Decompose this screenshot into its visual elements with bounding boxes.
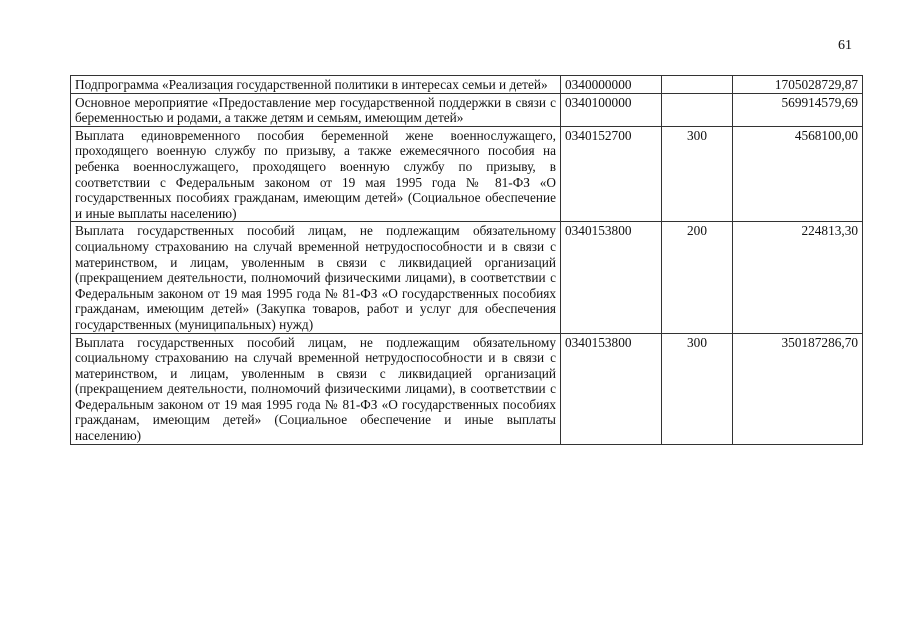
- row-amount: 4568100,00: [733, 126, 863, 222]
- row-expense-type: [662, 76, 733, 94]
- row-target-code: 0340100000: [561, 93, 662, 126]
- row-expense-type: 300: [662, 126, 733, 222]
- page-number: 61: [838, 38, 852, 53]
- row-description: Выплата государственных пособий лицам, не подлежащим обязательному социальному страхованию на случай временной нетрудоспособности и в связи с материнством, и лицам, уволенным в связи с ликвидацией организаций (прекращением деятельности, полномочий физическими лицами), в соответствии с Федеральным законом от 19 мая 1995 года № 81-ФЗ «О государственных пособиях гражданам, имеющим детей» (Закупка товаров, работ и услуг для обеспечения государственных (муниципальных) нужд): [71, 222, 561, 333]
- row-amount: 569914579,69: [733, 93, 863, 126]
- row-target-code: 0340153800: [561, 333, 662, 444]
- table-row: [71, 126, 863, 222]
- budget-table: [70, 75, 863, 445]
- row-description: Подпрограмма «Реализация государственной политики в интересах семьи и детей»: [71, 76, 561, 94]
- row-description: Основное мероприятие «Предоставление мер государственной поддержки в связи с беременностью и родами, а также детям и семьям, имеющим детей»: [71, 93, 561, 126]
- row-target-code: 0340152700: [561, 126, 662, 222]
- row-description: Выплата единовременного пособия беременной жене военнослужащего, проходящего военную службу по призыву, а также ежемесячного пособия на ребенка военнослужащего, проходящего военную службу по призыву, в соответствии с Федеральным законом от 19 мая 1995 года № 81-ФЗ «О государственных пособиях гражданам, имеющим детей» (Социальное обеспечение и иные выплаты населению): [71, 126, 561, 222]
- row-target-code: 0340153800: [561, 222, 662, 333]
- table-row: [71, 93, 863, 126]
- row-description: Выплата государственных пособий лицам, не подлежащим обязательному социальному страхованию на случай временной нетрудоспособности и в связи с материнством, и лицам, уволенным в связи с ликвидацией организаций (прекращением деятельности, полномочий физическими лицами), в соответствии с Федеральным законом от 19 мая 1995 года № 81-ФЗ «О государственных пособиях гражданам, имеющим детей» (Социальное обеспечение и иные выплаты населению): [71, 333, 561, 444]
- row-expense-type: [662, 93, 733, 126]
- row-expense-type: 300: [662, 333, 733, 444]
- row-amount: 224813,30: [733, 222, 863, 333]
- table-row: [71, 76, 863, 94]
- table-row: [71, 222, 863, 333]
- table-row: [71, 333, 863, 444]
- row-amount: 350187286,70: [733, 333, 863, 444]
- row-amount: 1705028729,87: [733, 76, 863, 94]
- row-expense-type: 200: [662, 222, 733, 333]
- row-target-code: 0340000000: [561, 76, 662, 94]
